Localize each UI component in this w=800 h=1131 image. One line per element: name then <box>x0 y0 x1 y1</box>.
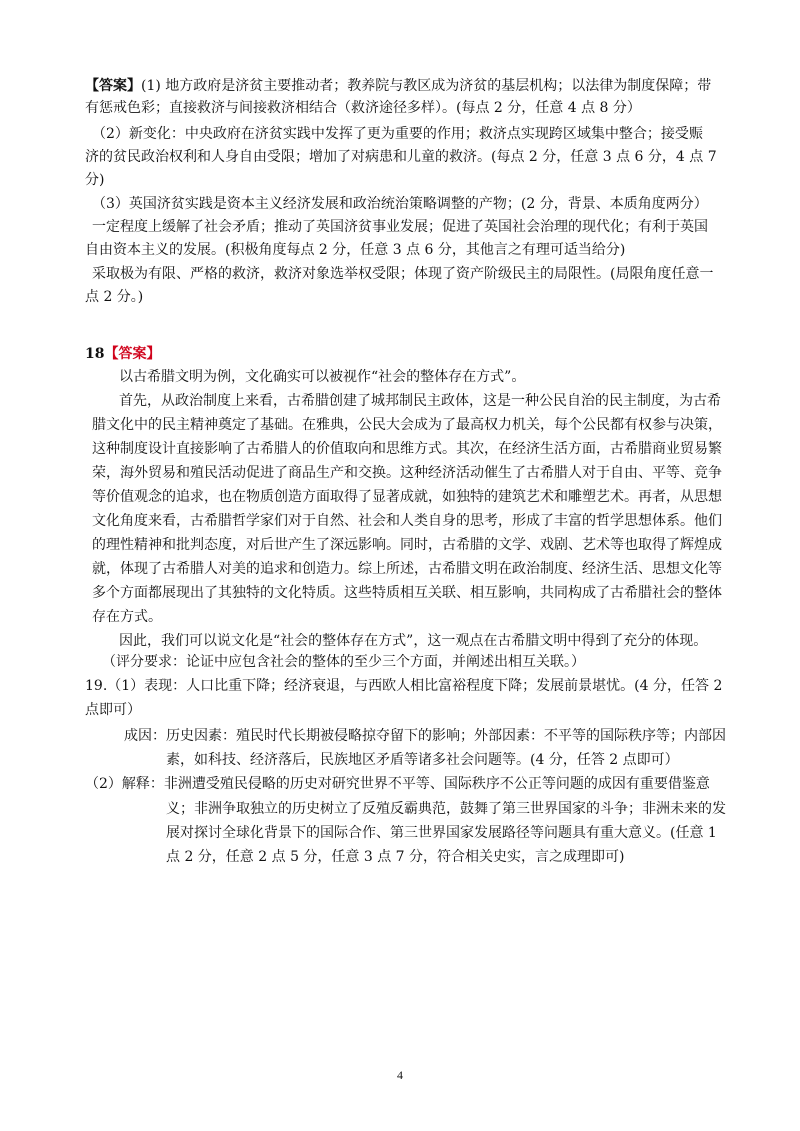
question-number-18: 18 <box>85 346 105 362</box>
answer17-p2-line3: 分) <box>85 172 105 188</box>
answer17-p5-line2: 点 2 分。) <box>85 289 144 305</box>
answer-tag-red: 【答案】 <box>104 346 161 362</box>
answer19-line8: 点 2 分，任意 2 点 5 分，任意 3 点 7 分，符合相关史实，言之成理即可) <box>166 849 625 865</box>
answer17-p1-text: (1) 地方政府是济贫主要推动者；教养院与教区成为济贫的基层机构；以法律为制度保障；带 <box>141 78 712 94</box>
answer17-p1-line2: 有惩戒色彩；直接救济与间接救济相结合（救济途径多样）。(每点 2 分，任意 4 点 8 分） <box>85 100 641 116</box>
answer19-line6: 义；非洲争取独立的历史树立了反殖反霸典范，鼓舞了第三世界国家的斗争；非洲未来的发 <box>166 801 726 817</box>
answer18-line8: 的理性精神和批判态度，对后世产生了深远影响。同时，古希腊的文学、戏剧、艺术等也取得了辉煌成 <box>92 537 722 553</box>
answer18-line5: 荣，海外贸易和殖民活动促进了商品生产和交换。这种经济活动催生了古希腊人对于自由、平等、竞争 <box>92 465 722 481</box>
answer18-line7: 文化角度来看，古希腊哲学家们对于自然、社会和人类自身的思考，形成了丰富的哲学思想体系。他们 <box>92 513 722 529</box>
answer19-line3: 成因：历史因素：殖民时代长期被侵略掠夺留下的影响；外部因素：不平等的国际秩序等；内部因 <box>124 728 726 744</box>
answer19-line1: 19.（1）表现：人口比重下降；经济衰退，与西欧人相比富裕程度下降；发展前景堪忧。(4 分，任答 2 <box>85 678 723 694</box>
answer17-p4-line1: 一定程度上缓解了社会矛盾；推动了英国济贫事业发展；促进了英国社会治理的现代化；有利于英国 <box>92 219 708 235</box>
answer17-p2-line2: 济的贫民政治权利和人身自由受限；增加了对病患和儿童的救济。(每点 2 分，任意 3 点 6 分，4 点 7 <box>85 149 717 165</box>
answer18-header <box>85 344 160 364</box>
answer19-line7: 展对探讨全球化背景下的国际合作、第三世界国家发展路径等问题具有重大意义。(任意 1 <box>166 825 717 841</box>
answer18-line2: 首先，从政治制度上来看，古希腊创建了城邦制民主政体，这是一种公民自治的民主制度，为古希 <box>119 393 721 409</box>
answer19-line2: 点即可） <box>85 702 141 718</box>
answer19-line4: 素，如科技、经济落后，民族地区矛盾等诸多社会问题等。(4 分，任答 2 点即可） <box>166 752 679 768</box>
answer17-p2-line1: （2）新变化：中央政府在济贫实践中发挥了更为重要的作用；救济点实现跨区域集中整合；接受赈 <box>92 126 703 142</box>
answer17-p4-line2: 自由资本主义的发展。(积极角度每点 2 分，任意 3 点 6 分，其他言之有理可适当给分) <box>85 242 626 258</box>
answer18-line1: 以古希腊文明为例，文化确实可以被视作“社会的整体存在方式”。 <box>119 369 526 385</box>
answer18-line10: 多个方面都展现出了其独特的文化特质。这些特质相互关联、相互影响，共同构成了古希腊社会的整体 <box>92 585 722 601</box>
answer18-line9: 就，体现了古希腊人对美的追求和创造力。综上所述，古希腊文明在政治制度、经济生活、思想文化等 <box>92 561 722 577</box>
answer-tag: 【答案】 <box>85 78 141 94</box>
answer18-line4: 这种制度设计直接影响了古希腊人的价值取向和思维方式。其次，在经济生活方面，古希腊商业贸易繁 <box>92 441 722 457</box>
answer18-line3: 腊文化中的民主精神奠定了基础。在雅典，公民大会成为了最高权力机关，每个公民都有权参与决策， <box>92 417 722 433</box>
page-number: 4 <box>397 1068 403 1082</box>
answer17-p5-line1: 采取极为有限、严格的救济，救济对象选举权受限；体现了资产阶级民主的局限性。(局限角度任意一 <box>92 266 714 282</box>
answer17-p3-line1: （3）英国济贫实践是资本主义经济发展和政治统治策略调整的产物；(2 分，背景、本质角度两分） <box>92 196 708 212</box>
answer18-grading-note: （评分要求：论证中应包含社会的整体的至少三个方面，并阐述出相互关联。） <box>102 654 585 670</box>
answer18-line11: 存在方式。 <box>92 609 162 625</box>
answer19-line5: （2）解释：非洲遭受殖民侵略的历史对研究世界不平等、国际秩序不公正等问题的成因有重要借鉴意 <box>85 776 710 792</box>
answer17-p1-line1 <box>85 76 711 96</box>
answer18-line12: 因此，我们可以说文化是“社会的整体存在方式”，这一观点在古希腊文明中得到了充分的体现。 <box>119 633 708 649</box>
answer18-line6: 等价值观念的追求，也在物质创造方面取得了显著成就，如独特的建筑艺术和雕塑艺术。再者，从思想 <box>92 489 722 505</box>
